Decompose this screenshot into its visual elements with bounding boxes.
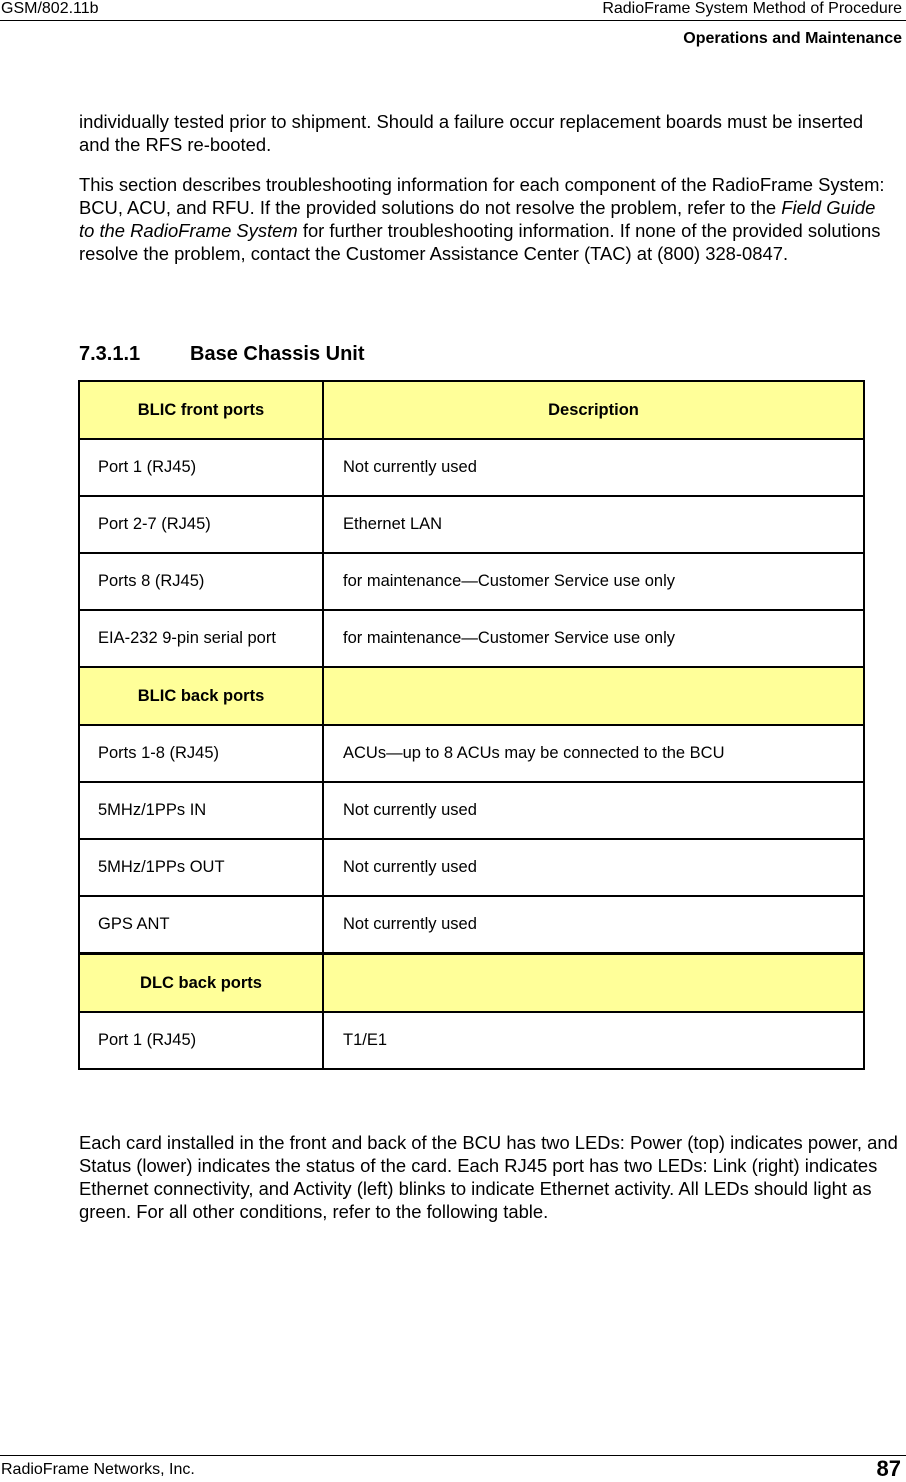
port-cell: Ports 8 (RJ45) bbox=[79, 553, 323, 610]
intro-paragraph: individually tested prior to shipment. Should a failure occur replacement boards must be inserted and the RFS re-booted. bbox=[79, 111, 864, 155]
table-row bbox=[79, 610, 864, 667]
description-cell: Not currently used bbox=[323, 839, 864, 896]
section-title: Base Chassis Unit bbox=[190, 343, 365, 365]
empty-header-cell bbox=[323, 954, 864, 1013]
dlc-back-ports-header: DLC back ports bbox=[79, 954, 323, 1013]
table-row bbox=[79, 896, 864, 954]
port-cell: 5MHz/1PPs IN bbox=[79, 782, 323, 839]
table-row bbox=[79, 1012, 864, 1069]
description-cell: T1/E1 bbox=[323, 1012, 864, 1069]
header-chapter-title: Operations and Maintenance bbox=[683, 30, 902, 47]
table-row bbox=[79, 553, 864, 610]
blic-back-ports-header: BLIC back ports bbox=[79, 667, 323, 725]
description-cell: for maintenance—Customer Service use only bbox=[323, 610, 864, 667]
description-cell: Not currently used bbox=[323, 896, 864, 954]
description-cell: ACUs—up to 8 ACUs may be connected to the BCU bbox=[323, 725, 864, 782]
port-cell: Port 2-7 (RJ45) bbox=[79, 496, 323, 553]
footer-rule bbox=[0, 1455, 906, 1456]
header-rule bbox=[0, 20, 906, 21]
page-number: 87 bbox=[876, 1456, 901, 1481]
table-header-row bbox=[79, 381, 864, 439]
description-header: Description bbox=[323, 381, 864, 439]
field-guide-reference: Field Guide to the RadioFrame System bbox=[79, 197, 876, 241]
port-cell: Port 1 (RJ45) bbox=[79, 1012, 323, 1069]
port-cell: 5MHz/1PPs OUT bbox=[79, 839, 323, 896]
port-cell: Port 1 (RJ45) bbox=[79, 439, 323, 496]
table-row bbox=[79, 782, 864, 839]
description-cell: Ethernet LAN bbox=[323, 496, 864, 553]
troubleshooting-text-end: for further troubleshooting information. If none of the provided solutions resolve the problem, contact the Customer Assistance Center (TAC) at (800) 328-0847. bbox=[79, 220, 881, 264]
description-cell: for maintenance—Customer Service use only bbox=[323, 553, 864, 610]
table-row bbox=[79, 439, 864, 496]
dlc-back-ports-header-row bbox=[79, 954, 864, 1013]
troubleshooting-text-start: This section describes troubleshooting information for each component of the RadioFrame System: BCU, ACU, and RFU. If the provided solutions do not resolve the problem, refer to the bbox=[79, 174, 885, 218]
blic-back-ports-header-row bbox=[79, 667, 864, 725]
header-document-title: RadioFrame System Method of Procedure bbox=[602, 0, 902, 17]
description-cell: Not currently used bbox=[323, 782, 864, 839]
footer-company: RadioFrame Networks, Inc. bbox=[1, 1461, 195, 1478]
table-row bbox=[79, 839, 864, 896]
port-cell: Ports 1-8 (RJ45) bbox=[79, 725, 323, 782]
section-number: 7.3.1.1 bbox=[79, 343, 141, 365]
section-heading bbox=[79, 342, 365, 366]
table-row bbox=[79, 725, 864, 782]
empty-header-cell bbox=[323, 667, 864, 725]
bcu-ports-table bbox=[78, 380, 865, 1070]
port-cell: GPS ANT bbox=[79, 896, 323, 954]
description-cell: Not currently used bbox=[323, 439, 864, 496]
table-row bbox=[79, 496, 864, 553]
troubleshooting-paragraph bbox=[79, 173, 894, 265]
blic-front-ports-header: BLIC front ports bbox=[79, 381, 323, 439]
header-document-code: GSM/802.11b bbox=[1, 0, 99, 17]
led-description-paragraph: Each card installed in the front and back of the BCU has two LEDs: Power (top) indicates power, and Status (lower) indicates the status of the card. Each RJ45 port has two LEDs: Link (right) indicates Ethernet connectivity, and Activity (left) blinks to indicate Ethernet activity. All LEDs should light as green. For all other conditions, refer to the following table. bbox=[79, 1132, 898, 1222]
port-cell: EIA-232 9-pin serial port bbox=[79, 610, 323, 667]
